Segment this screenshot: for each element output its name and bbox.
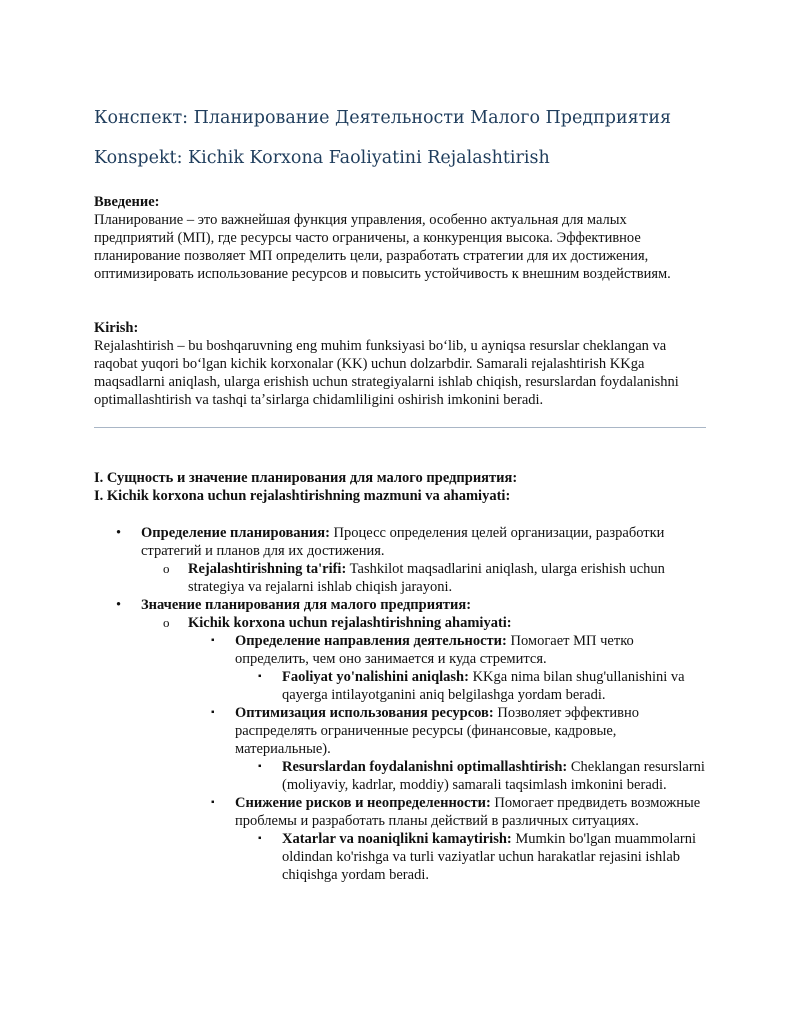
list-item xyxy=(141,560,710,596)
list-item xyxy=(94,596,710,884)
item-label: Снижение рисков и неопределенности: xyxy=(235,795,491,811)
intro-uz-heading: Kirish: xyxy=(94,320,139,336)
bullet-marker: • xyxy=(116,525,122,541)
list-item xyxy=(235,758,710,794)
bullet-marker: • xyxy=(116,597,122,613)
item-text: Помогает предвидеть возможные проблемы и разработать планы действий в различных ситуациях. xyxy=(235,795,701,829)
item-label: Определение направления деятельности: xyxy=(235,633,507,649)
item-label: Оптимизация использования ресурсов: xyxy=(235,705,494,721)
intro-ru-heading: Введение: xyxy=(94,194,160,210)
item-text: Помогает МП четко определить, чем оно занимается и куда стремится. xyxy=(235,633,634,667)
bullet-list-level-4 xyxy=(235,830,710,884)
section-1-titles xyxy=(94,469,710,505)
bullet-marker: ▪ xyxy=(258,833,262,844)
section-1-title-uz: I. Kichik korxona uchun rejalashtirishning mazmuni va ahamiyati: xyxy=(94,488,511,504)
horizontal-divider xyxy=(94,427,706,428)
list-item xyxy=(188,704,710,794)
document-title-ru: Конспект: Планирование Деятельности Малого Предприятия xyxy=(94,108,672,128)
item-text: Cheklangan resurslarni (moliyaviy, kadrlar, moddiy) samarali taqsimlash imkonini beradi. xyxy=(282,759,705,793)
item-label: Faoliyat yo'nalishini aniqlash: xyxy=(282,669,469,685)
item-label: Resurslardan foydalanishni optimallashtirish: xyxy=(282,759,568,775)
intro-uz-text: Rejalashtirish – bu boshqaruvning eng muhim funksiyasi boʻlib, u ayniqsa resurslar cheklangan va raqobat yuqori boʻlgan kichik korxonalar (KK) uchun dolzarbdir. Samarali rejalashtirish KKga maqsadlarni aniqlash, ularga erishish uchun strategiyalarni ishlab chiqish, resurslardan foydalanishni optimallashtirish va tashqi taʼsirlarga chidamliligini oshirish imkonini beradi. xyxy=(94,338,679,408)
bullet-list-level-4 xyxy=(235,758,710,794)
bullet-marker: ▪ xyxy=(258,761,262,772)
list-item xyxy=(141,614,710,884)
intro-ru-text: Планирование – это важнейшая функция управления, особенно актуальная для малых предприятий (МП), где ресурсы часто ограничены, а конкуренция высока. Эффективное планирование позволяет МП определить цели, разработать стратегии для их достижения, оптимизировать использование ресурсов и повысить устойчивость к внешним воздействиям. xyxy=(94,212,671,282)
item-label: Rejalashtirishning ta'rifi: xyxy=(188,561,347,577)
item-text: Tashkilot maqsadlarini aniqlash, ularga erishish uchun strategiya va rejalarni ishlab chiqish jarayoni. xyxy=(188,561,665,595)
bullet-marker: ▪ xyxy=(211,797,215,808)
bullet-list-level-1 xyxy=(94,524,710,884)
item-text: Mumkin bo'lgan muammolarni oldindan ko'rishga va turli vaziyatlar uchun harakatlar rejasini ishlab chiqishga yordam beradi. xyxy=(282,831,696,883)
bullet-list-level-4 xyxy=(235,668,710,704)
list-item xyxy=(94,524,710,596)
bullet-list-level-2 xyxy=(141,560,710,596)
item-label: Значение планирования для малого предприятия: xyxy=(141,597,472,613)
list-item xyxy=(188,794,710,884)
bullet-marker: ▪ xyxy=(258,671,262,682)
list-item xyxy=(188,632,710,704)
item-text: Процесс определения целей организации, разработки стратегий и планов для их достижения. xyxy=(141,525,665,559)
bullet-marker: o xyxy=(163,561,170,576)
document-title-uz: Konspekt: Kichik Korxona Faoliyatini Rejalashtirish xyxy=(94,148,550,168)
section-1-list xyxy=(94,524,710,884)
item-text: Позволяет эффективно распределять ограниченные ресурсы (финансовые, кадровые, материальные). xyxy=(235,705,639,757)
item-label: Xatarlar va noaniqlikni kamaytirish: xyxy=(282,831,512,847)
bullet-list-level-3 xyxy=(188,632,710,884)
list-item xyxy=(235,668,710,704)
intro-ru xyxy=(94,193,710,283)
list-item xyxy=(235,830,710,884)
bullet-marker: ▪ xyxy=(211,707,215,718)
bullet-marker: o xyxy=(163,615,170,630)
item-text: KKga nima bilan shug'ullanishini va qayerga intilayotganini aniq belgilashga yordam beradi. xyxy=(282,669,685,703)
item-label: Kichik korxona uchun rejalashtirishning ahamiyati: xyxy=(188,615,512,631)
section-1-title-ru: I. Сущность и значение планирования для малого предприятия: xyxy=(94,470,518,486)
intro-uz xyxy=(94,319,710,409)
item-label: Определение планирования: xyxy=(141,525,330,541)
bullet-list-level-2 xyxy=(141,614,710,884)
bullet-marker: ▪ xyxy=(211,635,215,646)
